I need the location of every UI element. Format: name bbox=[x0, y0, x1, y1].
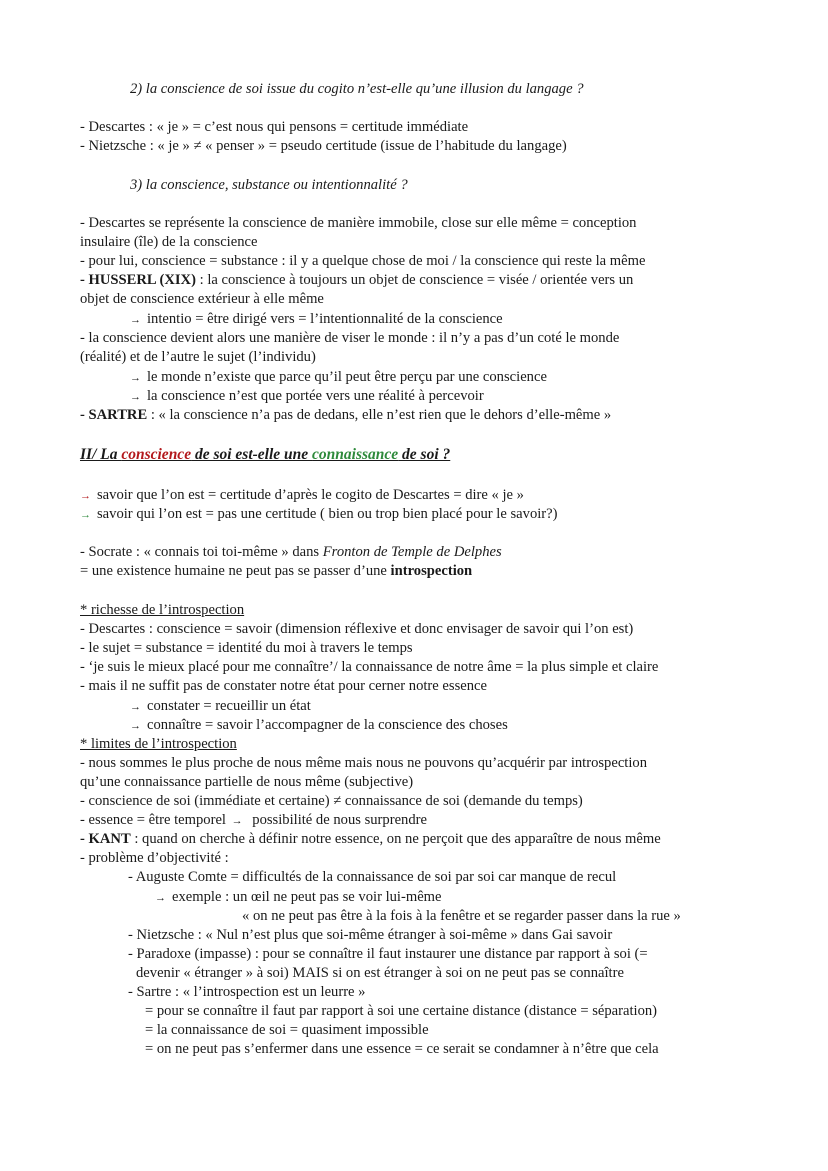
author-sartre: - SARTRE bbox=[80, 407, 148, 423]
text-line: objet de conscience extérieur à elle même bbox=[80, 291, 324, 307]
text-line: qu’une connaissance partielle de nous même (subjective) bbox=[80, 774, 414, 790]
red-arrow-icon: → bbox=[80, 490, 91, 502]
text-span: exemple : un œil ne peut pas se voir lui-même bbox=[172, 889, 442, 905]
arrow-line-red bbox=[80, 486, 524, 506]
text-line bbox=[80, 406, 611, 425]
arrow-icon: → bbox=[130, 720, 141, 732]
arrow-icon: → bbox=[130, 372, 141, 384]
subheading-limites: * limites de l’introspection bbox=[80, 736, 237, 752]
text-line bbox=[80, 830, 661, 849]
text-line bbox=[80, 811, 427, 831]
text-line bbox=[80, 543, 502, 562]
text-span: le monde n’existe que parce qu’il peut être perçu par une conscience bbox=[147, 369, 547, 385]
arrow-icon: → bbox=[231, 815, 243, 827]
arrow-line bbox=[130, 387, 484, 407]
arrow-line bbox=[130, 368, 547, 388]
text-line: - Descartes : conscience = savoir (dimension réflexive et donc envisager de savoir qui l’on est) bbox=[80, 621, 634, 637]
heading-word-conscience: conscience bbox=[121, 446, 192, 463]
text-line: = pour se connaître il faut par rapport à soi une certaine distance (distance = séparation) bbox=[145, 1003, 658, 1019]
text-line: - Nietzsche : « je » ≠ « penser » = pseudo certitude (issue de l’habitude du langage) bbox=[80, 138, 567, 154]
subsection-title-q2: 2) la conscience de soi issue du cogito n’est-elle qu’une illusion du langage ? bbox=[130, 81, 584, 97]
arrow-icon: → bbox=[130, 314, 141, 326]
keyword-introspection: introspection bbox=[390, 563, 473, 579]
arrow-line bbox=[155, 888, 442, 908]
text-line: - nous sommes le plus proche de nous même mais nous ne pouvons qu’acquérir par introspection bbox=[80, 755, 648, 771]
subsection-title-q3: 3) la conscience, substance ou intentionnalité ? bbox=[130, 177, 408, 193]
green-arrow-icon: → bbox=[80, 509, 91, 521]
heading-text: de soi ? bbox=[398, 446, 451, 463]
text-line: devenir « étranger » à soi) MAIS si on est étranger à soi on ne peut pas se connaître bbox=[136, 965, 624, 981]
arrow-icon: → bbox=[130, 701, 141, 713]
text-line: - Auguste Comte = difficultés de la connaissance de soi par soi car manque de recul bbox=[128, 869, 617, 885]
text-line: - Descartes : « je » = c’est nous qui pensons = certitude immédiate bbox=[80, 119, 469, 135]
text-line: = on ne peut pas s’enfermer dans une essence = ce serait se condamner à n’être que cela bbox=[145, 1041, 659, 1057]
heading-text: de soi est-elle une bbox=[191, 446, 313, 463]
section-heading-2 bbox=[80, 445, 450, 464]
text-line: (réalité) et de l’autre le sujet (l’individu) bbox=[80, 349, 316, 365]
text-line: - Descartes se représente la conscience de manière immobile, close sur elle même = conception bbox=[80, 215, 637, 231]
arrow-line bbox=[130, 716, 508, 736]
text-line: - mais il ne suffit pas de constater notre état pour cerner notre essence bbox=[80, 678, 487, 694]
text-line: = la connaissance de soi = quasiment impossible bbox=[145, 1022, 429, 1038]
heading-word-connaissance: connaissance bbox=[312, 446, 399, 463]
author-kant: - KANT bbox=[80, 831, 131, 847]
text-span: la conscience n’est que portée vers une réalité à percevoir bbox=[147, 388, 484, 404]
text-span: - Socrate : « connais toi toi-même » dans bbox=[80, 544, 323, 560]
text-line: - Sartre : « l’introspection est un leurre » bbox=[128, 984, 366, 1000]
text-line: - la conscience devient alors une manière de viser le monde : il n’y a pas d’un coté le monde bbox=[80, 330, 620, 346]
text-line: - conscience de soi (immédiate et certaine) ≠ connaissance de soi (demande du temps) bbox=[80, 793, 583, 809]
text-line: - pour lui, conscience = substance : il y a quelque chose de moi / la conscience qui reste la même bbox=[80, 253, 646, 269]
text-line: - ‘je suis le mieux placé pour me connaître’/ la connaissance de notre âme = la plus simple et claire bbox=[80, 659, 659, 675]
text-span: intentio = être dirigé vers = l’intentionnalité de la conscience bbox=[147, 311, 503, 327]
text-span: : quand on cherche à définir notre essence, on ne perçoit que des apparaître de nous même bbox=[130, 831, 661, 847]
text-line: - problème d’objectivité : bbox=[80, 850, 229, 866]
text-span: constater = recueillir un état bbox=[147, 698, 311, 714]
text-span: - essence = être temporel bbox=[80, 812, 230, 828]
quote-line: « on ne peut pas être à la fois à la fenêtre et se regarder passer dans la rue » bbox=[242, 908, 681, 924]
text-span-italic: Fronton de Temple de Delphes bbox=[322, 544, 502, 560]
arrow-line bbox=[130, 310, 503, 330]
text-span: possibilité de nous surprendre bbox=[248, 812, 427, 828]
text-span: : la conscience à toujours un objet de conscience = visée / orientée vers un bbox=[195, 272, 634, 288]
text-span: : « la conscience n’a pas de dedans, elle n’est rien que le dehors d’elle-même » bbox=[147, 407, 612, 423]
text-line bbox=[80, 271, 633, 290]
arrow-icon: → bbox=[155, 892, 166, 904]
text-line: insulaire (île) de la conscience bbox=[80, 234, 258, 250]
text-span: savoir qui l’on est = pas une certitude ( bien ou trop bien placé pour le savoir?) bbox=[97, 506, 558, 522]
subheading-richesse: * richesse de l’introspection bbox=[80, 602, 245, 618]
author-husserl: - HUSSERL (XIX) bbox=[80, 272, 196, 288]
text-line: - Nietzsche : « Nul n’est plus que soi-même étranger à soi-même » dans Gai savoir bbox=[128, 927, 613, 943]
text-line: - le sujet = substance = identité du moi à travers le temps bbox=[80, 640, 413, 656]
text-span: savoir que l’on est = certitude d’après le cogito de Descartes = dire « je » bbox=[97, 487, 524, 503]
arrow-icon: → bbox=[130, 391, 141, 403]
arrow-line bbox=[130, 697, 311, 717]
text-span: connaître = savoir l’accompagner de la conscience des choses bbox=[147, 717, 508, 733]
text-line bbox=[80, 562, 472, 581]
heading-text: II/ La bbox=[80, 446, 122, 463]
text-span: = une existence humaine ne peut pas se passer d’une bbox=[80, 563, 391, 579]
arrow-line-green bbox=[80, 505, 558, 525]
text-line: - Paradoxe (impasse) : pour se connaître il faut instaurer une distance par rapport à soi (= bbox=[128, 946, 648, 962]
